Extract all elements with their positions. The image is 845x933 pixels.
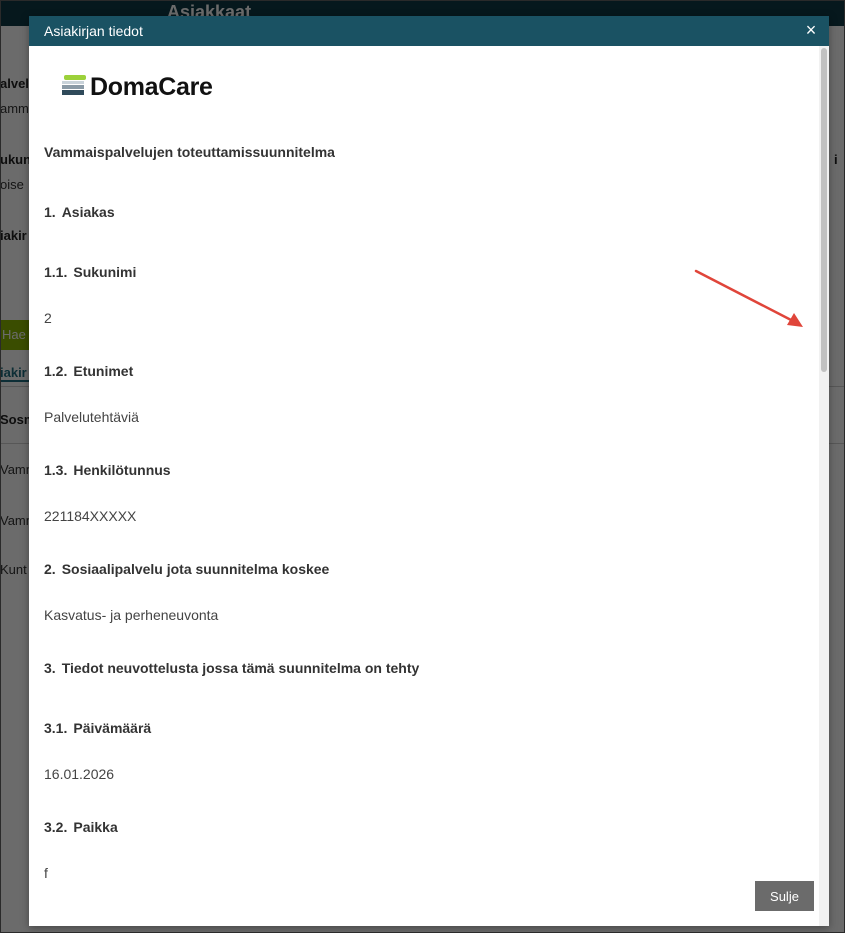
field-heading xyxy=(44,363,133,379)
field-heading xyxy=(44,462,171,478)
field-value: f xyxy=(44,865,48,881)
document-title: Vammaispalvelujen toteuttamissuunnitelma xyxy=(44,144,335,160)
field-value: 16.01.2026 xyxy=(44,766,115,782)
dialog-scrollbar[interactable] xyxy=(819,46,829,926)
field-value: 2 xyxy=(44,310,52,326)
section-heading xyxy=(44,660,419,676)
section-heading xyxy=(44,561,329,577)
field-number: 1.2. xyxy=(44,363,68,379)
section-number: 2. xyxy=(44,561,56,577)
scrollbar-thumb[interactable] xyxy=(821,48,827,372)
red-arrow-annotation xyxy=(693,268,805,330)
field-number: 1.3. xyxy=(44,462,68,478)
field-number: 1.1. xyxy=(44,264,68,280)
field-label: Päivämäärä xyxy=(73,720,152,736)
section-number: 1. xyxy=(44,204,56,220)
field-number: 3.1. xyxy=(44,720,68,736)
logo-text: DomaCare xyxy=(90,73,213,101)
field-value: Kasvatus- ja perheneuvonta xyxy=(44,607,219,623)
section-label: Asiakas xyxy=(61,204,115,220)
close-button[interactable]: Sulje xyxy=(755,881,814,911)
field-label: Paikka xyxy=(73,819,118,835)
field-heading xyxy=(44,264,136,280)
field-heading xyxy=(44,720,151,736)
field-value: Palvelutehtäviä xyxy=(44,409,139,425)
dialog-header xyxy=(29,16,829,46)
section-label: Tiedot neuvottelusta jossa tämä suunnitelma on tehty xyxy=(61,660,420,676)
domacare-logo xyxy=(62,73,242,103)
field-heading xyxy=(44,819,118,835)
dialog-body xyxy=(29,46,819,926)
section-label: Sosiaalipalvelu jota suunnitelma koskee xyxy=(61,561,330,577)
section-number: 3. xyxy=(44,660,56,676)
field-label: Etunimet xyxy=(73,363,134,379)
field-number: 3.2. xyxy=(44,819,68,835)
field-label: Sukunimi xyxy=(73,264,137,280)
document-details-dialog xyxy=(29,16,829,926)
close-icon[interactable]: × xyxy=(805,20,817,40)
section-heading xyxy=(44,204,115,220)
field-label: Henkilötunnus xyxy=(73,462,171,478)
field-value: 221184XXXXX xyxy=(44,508,137,524)
domacare-logo-icon xyxy=(62,75,86,97)
dialog-title: Asiakirjan tiedot xyxy=(44,23,143,39)
